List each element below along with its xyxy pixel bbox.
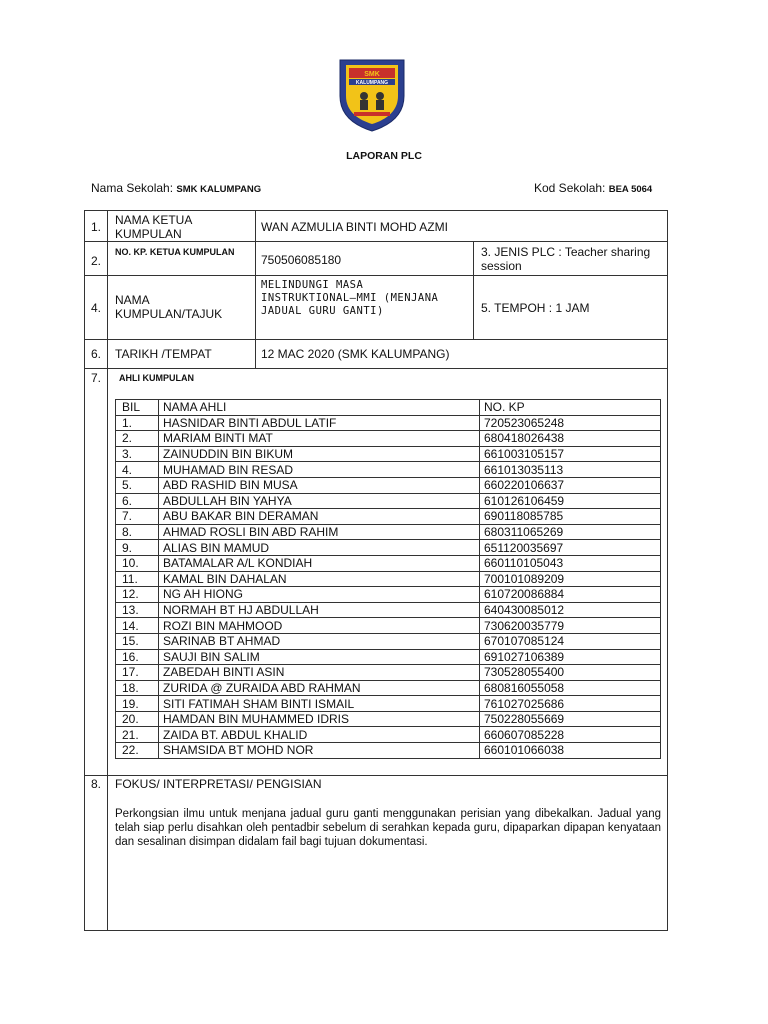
school-name-line xyxy=(91,181,261,195)
row-4-number: 4. xyxy=(90,301,101,315)
school-crest-logo xyxy=(336,56,408,132)
member-bil: 9. xyxy=(116,540,159,556)
row-7-label: AHLI KUMPULAN xyxy=(119,373,194,383)
member-name: ZURIDA @ ZURAIDA ABD RAHMAN xyxy=(159,680,480,696)
table-row xyxy=(116,431,661,447)
school-name-value: SMK KALUMPANG xyxy=(176,184,262,195)
member-name: SARINAB BT AHMAD xyxy=(159,633,480,649)
member-name: ABU BAKAR BIN DERAMAN xyxy=(159,509,480,525)
member-bil: 20. xyxy=(116,711,159,727)
row-8-description: Perkongsian ilmu untuk menjana jadual guru ganti menggunakan perisian yang dibekalkan. Jadual yang telah siap perlu disahkan oleh pentadbir sebelum di serahkan kepada guru, dipaparkan dipapan kenyataan dan sesalinan disimpan didalam fail bagi tujuan dokumentasi. xyxy=(115,808,661,848)
header-nama-ahli: NAMA AHLI xyxy=(159,400,480,416)
table-row xyxy=(116,462,661,478)
member-bil: 12. xyxy=(116,587,159,603)
member-ic: 750228055669 xyxy=(480,711,661,727)
table-row xyxy=(116,696,661,712)
table-row xyxy=(116,524,661,540)
table-row xyxy=(116,649,661,665)
member-ic: 660110105043 xyxy=(480,555,661,571)
member-ic: 660101066038 xyxy=(480,743,661,759)
member-bil: 2. xyxy=(116,431,159,447)
row-2-label: NO. KP. KETUA KUMPULAN xyxy=(115,247,235,257)
row-6-value: 12 MAC 2020 (SMK KALUMPANG) xyxy=(261,347,450,361)
member-ic: 610126106459 xyxy=(480,493,661,509)
member-ic: 690118085785 xyxy=(480,509,661,525)
member-ic: 661003105157 xyxy=(480,446,661,462)
member-ic: 761027025686 xyxy=(480,696,661,712)
member-ic: 670107085124 xyxy=(480,633,661,649)
row-5-duration: 5. TEMPOH : 1 JAM xyxy=(481,301,590,315)
table-row xyxy=(116,509,661,525)
row-6-number: 6. xyxy=(90,347,101,361)
table-row xyxy=(116,540,661,556)
row-divider xyxy=(85,775,667,776)
row-2-value: 750506085180 xyxy=(261,253,342,267)
member-ic: 700101089209 xyxy=(480,571,661,587)
table-row xyxy=(116,665,661,681)
table-row xyxy=(116,415,661,431)
table-row xyxy=(116,477,661,493)
member-bil: 17. xyxy=(116,665,159,681)
member-name: KAMAL BIN DAHALAN xyxy=(159,571,480,587)
table-row xyxy=(116,680,661,696)
members-table xyxy=(115,399,661,759)
member-name: NORMAH BT HJ ABDULLAH xyxy=(159,602,480,618)
member-ic: 610720086884 xyxy=(480,587,661,603)
member-name: SITI FATIMAH SHAM BINTI ISMAIL xyxy=(159,696,480,712)
table-row xyxy=(116,618,661,634)
table-row xyxy=(116,602,661,618)
table-row xyxy=(116,571,661,587)
member-bil: 6. xyxy=(116,493,159,509)
member-ic: 660607085228 xyxy=(480,727,661,743)
member-bil: 7. xyxy=(116,509,159,525)
row-7-number: 7. xyxy=(90,371,101,385)
row-8-label: FOKUS/ INTERPRETASI/ PENGISIAN xyxy=(115,777,322,791)
row-2-number: 2. xyxy=(90,254,101,268)
member-name: ABD RASHID BIN MUSA xyxy=(159,477,480,493)
extra-column-divider xyxy=(473,241,474,339)
table-row xyxy=(116,633,661,649)
member-bil: 10. xyxy=(116,555,159,571)
school-code-line xyxy=(534,181,652,195)
row-1-number: 1. xyxy=(90,220,101,234)
row-1-value: WAN AZMULIA BINTI MOHD AZMI xyxy=(261,220,448,234)
report-title: LAPORAN PLC xyxy=(346,150,422,162)
row-3-plc-type: 3. JENIS PLC : Teacher sharing session xyxy=(481,245,651,273)
member-name: MARIAM BINTI MAT xyxy=(159,431,480,447)
member-bil: 16. xyxy=(116,649,159,665)
member-name: SHAMSIDA BT MOHD NOR xyxy=(159,743,480,759)
member-name: HASNIDAR BINTI ABDUL LATIF xyxy=(159,415,480,431)
member-bil: 3. xyxy=(116,446,159,462)
table-row xyxy=(116,446,661,462)
members-header-row xyxy=(116,400,661,416)
member-ic: 680816055058 xyxy=(480,680,661,696)
member-ic: 730528055400 xyxy=(480,665,661,681)
member-name: AHMAD ROSLI BIN ABD RAHIM xyxy=(159,524,480,540)
member-bil: 19. xyxy=(116,696,159,712)
member-bil: 5. xyxy=(116,477,159,493)
member-ic: 660220106637 xyxy=(480,477,661,493)
member-name: SAUJI BIN SALIM xyxy=(159,649,480,665)
member-ic: 680418026438 xyxy=(480,431,661,447)
member-bil: 21. xyxy=(116,727,159,743)
row-8-number: 8. xyxy=(90,777,101,791)
label-column-divider xyxy=(255,211,256,368)
report-form-table xyxy=(84,210,668,931)
row-4-label: NAMA KUMPULAN/TAJUK xyxy=(115,293,223,321)
member-name: ZAIDA BT. ABDUL KHALID xyxy=(159,727,480,743)
member-ic: 640430085012 xyxy=(480,602,661,618)
member-name: ROZI BIN MAHMOOD xyxy=(159,618,480,634)
member-ic: 651120035697 xyxy=(480,540,661,556)
member-name: MUHAMAD BIN RESAD xyxy=(159,462,480,478)
row-divider xyxy=(85,275,667,276)
member-name: ZAINUDDIN BIN BIKUM xyxy=(159,446,480,462)
row-6-label: TARIKH /TEMPAT xyxy=(115,347,212,361)
header-no-kp: NO. KP xyxy=(480,400,661,416)
row-4-value: MELINDUNGI MASA INSTRUKTIONAL–MMI (MENJANA JADUAL GURU GANTI) xyxy=(261,279,439,317)
member-name: ZABEDAH BINTI ASIN xyxy=(159,665,480,681)
table-row xyxy=(116,743,661,759)
school-name-label: Nama Sekolah: xyxy=(91,181,174,195)
crest-text-smk: SMK xyxy=(364,71,380,78)
member-bil: 13. xyxy=(116,602,159,618)
member-bil: 8. xyxy=(116,524,159,540)
crest-text-kalumpang: KALUMPANG xyxy=(355,80,389,86)
row-divider xyxy=(85,368,667,369)
member-ic: 691027106389 xyxy=(480,649,661,665)
school-code-value: BEA 5064 xyxy=(608,184,653,195)
member-bil: 18. xyxy=(116,680,159,696)
table-row xyxy=(116,587,661,603)
member-bil: 1. xyxy=(116,415,159,431)
member-ic: 730620035779 xyxy=(480,618,661,634)
member-bil: 11. xyxy=(116,571,159,587)
member-bil: 4. xyxy=(116,462,159,478)
member-bil: 22. xyxy=(116,743,159,759)
header-bil: BIL xyxy=(116,400,159,416)
member-ic: 680311065269 xyxy=(480,524,661,540)
member-name: BATAMALAR A/L KONDIAH xyxy=(159,555,480,571)
row-divider xyxy=(85,339,667,340)
member-name: HAMDAN BIN MUHAMMED IDRIS xyxy=(159,711,480,727)
table-row xyxy=(116,555,661,571)
member-name: ABDULLAH BIN YAHYA xyxy=(159,493,480,509)
member-name: NG AH HIONG xyxy=(159,587,480,603)
table-row xyxy=(116,711,661,727)
row-1-label: NAMA KETUA KUMPULAN xyxy=(115,213,192,241)
school-code-label: Kod Sekolah: xyxy=(534,181,606,195)
member-bil: 15. xyxy=(116,633,159,649)
row-divider xyxy=(85,241,667,242)
member-name: ALIAS BIN MAMUD xyxy=(159,540,480,556)
table-row xyxy=(116,727,661,743)
member-ic: 720523065248 xyxy=(480,415,661,431)
table-row xyxy=(116,493,661,509)
number-column-divider xyxy=(107,211,108,931)
member-bil: 14. xyxy=(116,618,159,634)
member-ic: 661013035113 xyxy=(480,462,661,478)
